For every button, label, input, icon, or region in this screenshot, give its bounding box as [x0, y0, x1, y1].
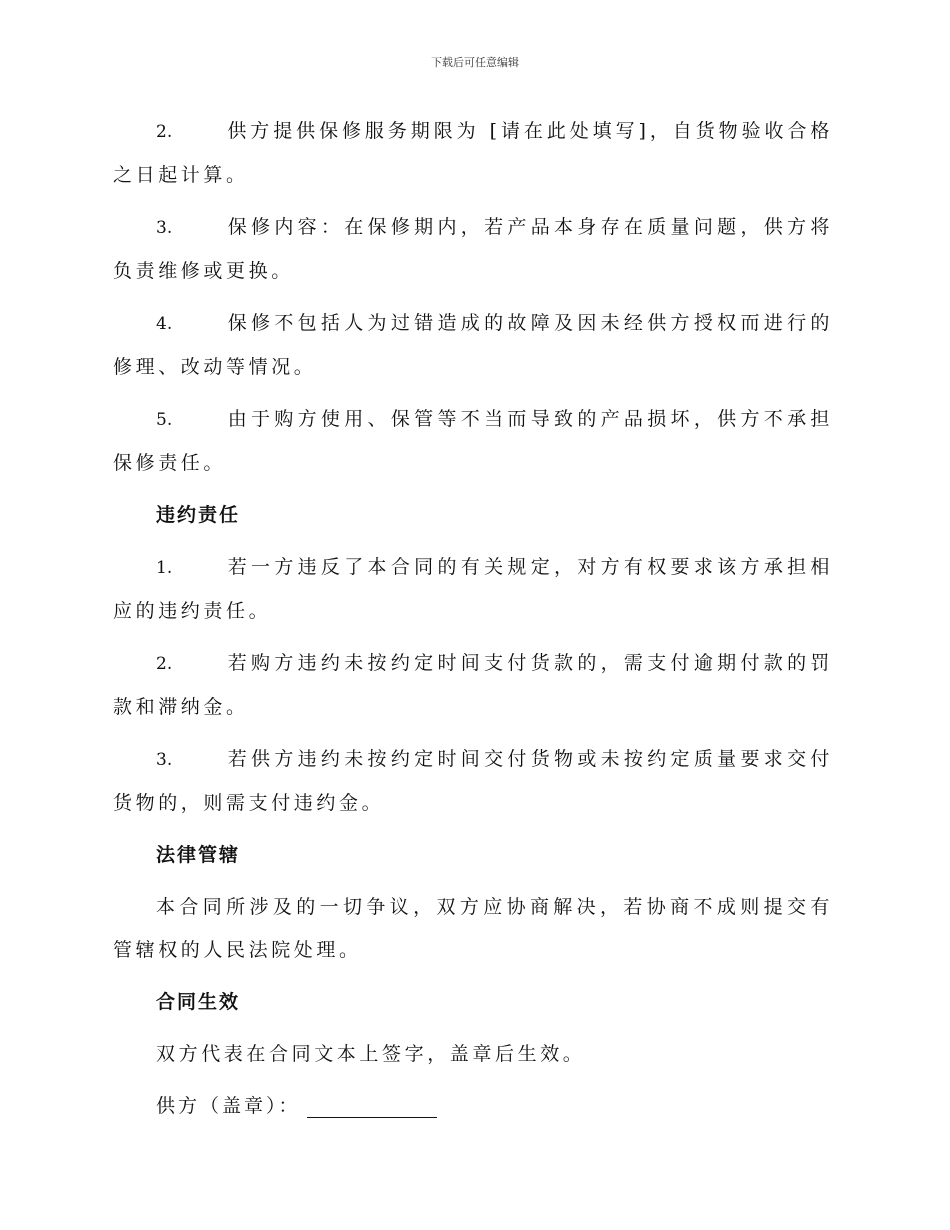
item-number: 5.: [156, 410, 173, 430]
effect-paragraph: 双方代表在合同文本上签字，盖章后生效。: [156, 1043, 586, 1065]
item-text: 保修不包括人为过错造成的故障及因未经供方授权而进行的修理、改动等情况。: [113, 312, 833, 378]
item-text: 若购方违约未按约定时间支付货款的，需支付逾期付款的罚款和滞纳金。: [113, 652, 833, 718]
warranty-item-3: [113, 206, 833, 293]
section-title-effect: 合同生效: [156, 991, 241, 1013]
document-body: [113, 110, 833, 1128]
section-title-breach: 违约责任: [156, 504, 241, 526]
jurisdiction-paragraph: 本合同所涉及的一切争议，双方应协商解决，若协商不成则提交有管辖权的人民法院处理。: [113, 896, 833, 961]
item-text: 若供方违约未按约定时间交付货物或未按约定质量要求交付货物的，则需支付违约金。: [113, 748, 833, 814]
breach-item-2: [113, 642, 833, 729]
item-number: 4.: [156, 314, 173, 334]
breach-item-3: [113, 738, 833, 825]
supplier-signature: [113, 1085, 833, 1128]
section-title-jurisdiction: 法律管辖: [156, 844, 241, 866]
item-number: 3.: [156, 750, 173, 770]
breach-item-1: [113, 546, 833, 633]
signature-line[interactable]: [307, 1116, 437, 1118]
item-number: 2.: [156, 122, 173, 142]
warranty-item-2: [113, 110, 833, 197]
item-text: 由于购方使用、保管等不当而导致的产品损坏，供方不承担保修责任。: [113, 408, 833, 474]
item-number: 2.: [156, 654, 173, 674]
item-text: 若一方违反了本合同的有关规定，对方有权要求该方承担相应的违约责任。: [113, 556, 833, 622]
page-header: 下载后可任意编辑: [431, 56, 519, 69]
item-text: 保修内容：在保修期内，若产品本身存在质量问题，供方将负责维修或更换。: [113, 216, 833, 282]
signature-label: 供方（盖章）：: [156, 1095, 301, 1117]
warranty-item-4: [113, 302, 833, 389]
item-number: 3.: [156, 218, 173, 238]
warranty-item-5: [113, 398, 833, 485]
item-text: 供方提供保修服务期限为 [请在此处填写]，自货物验收合格之日起计算。: [113, 120, 833, 186]
item-number: 1.: [156, 558, 173, 578]
